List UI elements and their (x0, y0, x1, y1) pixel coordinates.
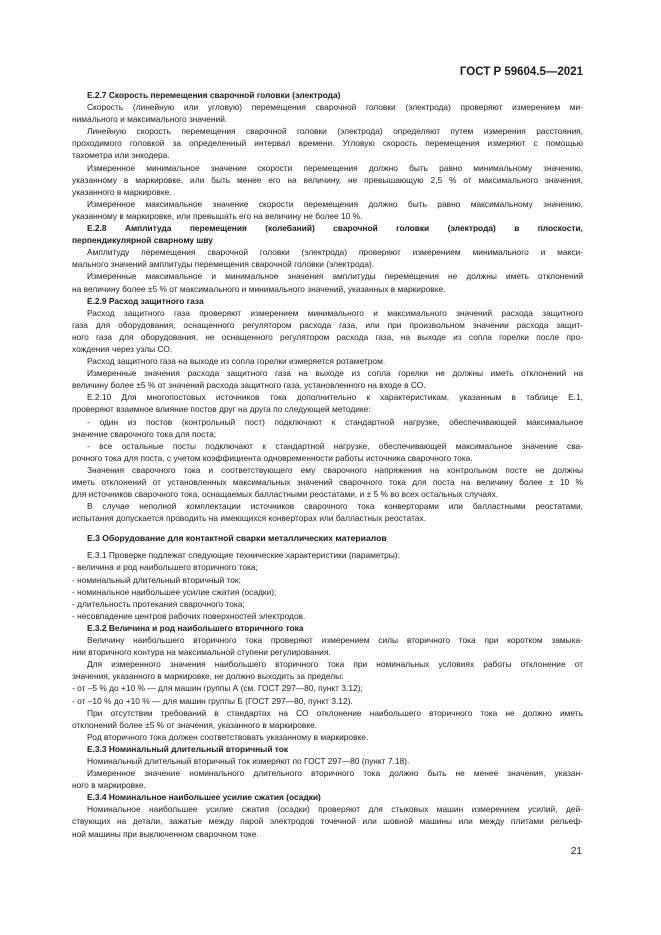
text-line: Скорость (линейную или угловую) перемещения сварочной головки (электрода) проверяют измерением ми- (87, 102, 583, 113)
text-line: - номинальный длительный вторичный ток; (72, 574, 241, 585)
text-line: указанному в маркировке, или быть менее его на величину, не превышающую 2,5 % от максимального значения, (72, 174, 583, 185)
text-line: проверяют взаимное влияние постов друг на друга по следующей методике: (72, 404, 371, 415)
text-line: - от –5 % до +10 % — для машин группы А (см. ГОСТ 297—80, пункт 3.12); (72, 683, 363, 694)
document-code: ГОСТ Р 59604.5—2021 (459, 66, 583, 78)
text-line: Линейную скорость перемещения сварочной головки (электрода) определяют путем измерения расстояния, (87, 126, 583, 137)
text-line: Измеренные максимальное и минимальное значения амплитуды перемещения не должны иметь отклонений (87, 271, 583, 282)
text-line: Номинальное наибольшее усилие сжатия (осадки) проверяют для стыковых машин измерением усилий, дей- (87, 804, 583, 815)
text-line: - длительность протекания сварочного тока; (72, 598, 245, 609)
text-line: для источников сварочного тока, оснащаемых балластными реостатами, и ± 5 % во всех остальных случаях. (72, 489, 499, 500)
text-line: - один из постов (контрольный пост) подключают к стандартной нагрузке, обеспечивающей максимальное (87, 416, 583, 427)
text-line: Для измеренного значения наибольшего вторичного тока при номинальных условиях работы отклонение от (87, 659, 583, 670)
text-line: Измеренное минимальное значение скорости перемещения должно быть равно минимальному значению, (87, 162, 583, 173)
section-heading-line: Е.2.7 Скорость перемещения сварочной головки (электрода) (87, 90, 341, 100)
text-line: В случае неполной комплектации источников сварочного тока конверторами или балластными реостатами, (87, 501, 583, 512)
text-line: Амплитуду перемещения сварочной головки (электрода) проверяют измерением минимального и макси- (87, 247, 583, 258)
text-line: указанному в маркировке, или превышать его на величину не более 10 %. (72, 210, 363, 221)
text-line: Измеренное максимальное значение скорости перемещения должно быть равно максимальному значению, (87, 198, 583, 209)
text-line: величину более ±5 % от значений расхода защитного газа, установленного на входе в СО. (72, 380, 426, 391)
section-heading-line: Е.3.2 Величина и род наибольшего вторичного тока (87, 622, 304, 633)
section-heading-line: Е.3 Оборудование для контактной сварки металлических материалов (87, 533, 387, 544)
section-heading-line: Е.3.3 Номинальный длительный вторичный ток (87, 743, 289, 754)
text-line: ствующих на детали, зажатые между парой электродов точечной или шовной машины или между плитами рельеф- (72, 816, 583, 827)
text-line: Номинальный длительный вторичный ток измеряют по ГОСТ 297—80 (пункт 7.18). (87, 755, 410, 766)
text-line: Величину наибольшего вторичного тока проверяют измерением силы вторичного тока при коротком замыка- (87, 635, 583, 646)
text-line: - от –10 % до +10 % — для машин группы Б (ГОСТ 297—80, пункт 3.12). (72, 695, 353, 706)
text-line: - номинальное наибольшее усилие сжатия (осадки); (72, 586, 277, 597)
text-line: - все остальные посты подключают к стандартной нагрузке, обеспечивающей максимальное значение сва- (87, 440, 583, 451)
text-line: Род вторичного тока должен соответствовать указанному в маркировке. (87, 731, 369, 742)
text-line: Е.2.10 Для многопостовых источников тока дополнительно к характеристикам, указанным в таблице Е.1, (87, 392, 583, 403)
text-line: значение сварочного тока для поста; (72, 428, 217, 439)
text-line: газа для оборудования, оснащенного регулятором расхода газа, или при произвольном значении расхода защит- (72, 319, 583, 330)
text-line: хождения через узлы СО. (72, 343, 173, 354)
section-heading-line: Е.2.9 Расход защитного газа (87, 295, 204, 306)
text-line: мального значений амплитуды перемещения сварочной головки (электрода). (72, 259, 375, 270)
text-line: Измеренное значение номинального длительного вторичного тока должно быть не менее значения, указан- (87, 768, 583, 779)
text-line: нии вторичного контура на максимальной ступени регулирования. (72, 647, 331, 658)
text-line: Значения сварочного тока и соответствующего ему сварочного напряжения на контрольном посте не должны (87, 464, 583, 475)
section-heading-line: перпендикулярной сварному шву (72, 235, 213, 246)
section-heading-line: Е.3.4 Номинальное наибольшее усилие сжатия (осадки) (87, 792, 321, 803)
text-line: значения, указанного в маркировке, не должно выходить за пределы: (72, 671, 344, 682)
section-heading-line: Е.2.8 Амплитуда перемещения (колебаний) сварочной головки (электрода) в плоскости, (87, 223, 583, 234)
page-number: 21 (570, 846, 582, 857)
text-line: Измеренные значения расхода защитного газа на выходе из сопла горелки не должны иметь отклонений на (87, 368, 583, 379)
text-line: нимального и максимального значений. (72, 114, 228, 125)
text-line: Расход защитного газа на выходе из сопла горелки измеряется ротаметром. (87, 356, 386, 367)
text-line: испытания допускается проводить на имеющихся конверторах или балластных реостатах. (72, 513, 426, 524)
text-line: ного газа для оборудования, не оснащенного регулятором расхода газа, на выходе из сопла горелки после про- (72, 331, 583, 342)
text-line: тахометра или энкодера. (72, 150, 170, 161)
text-line: Е.3.1 Проверке подлежат следующие технические характеристики (параметры): (87, 550, 400, 561)
text-line: указанного в маркировке. (72, 186, 172, 197)
text-line: ной машины при выключенном сварочном токе. (72, 828, 259, 839)
text-line: Расход защитного газа проверяют измерением минимального и максимального значений расхода защитного (87, 307, 583, 318)
text-line: на величину более ±5 % от максимального и минимального значений, указанных в маркировке. (72, 283, 446, 294)
text-line: - несовпадение центров рабочих поверхностей электродов. (72, 610, 306, 621)
text-line: иметь отклонений от установленных максимальных значений сварочного тока для поста на величину более ± 10 % (72, 477, 583, 487)
text-line: проходимого головкой за определенный интервал времени. Угловую скорость перемещения измеряют с помощью (72, 138, 583, 149)
text-line: рочного тока для поста, с учетом коэффициента одновременности работы источника сварочного тока. (72, 452, 473, 463)
text-line: ного в маркировке. (72, 780, 146, 791)
page-body (72, 89, 583, 840)
text-line: При отсутствии требований в стандартах на СО отклонение наибольшего вторичного тока не должно иметь (87, 707, 583, 718)
text-line: отклонений более ±5 % от значения, указанного в маркировке. (72, 719, 318, 730)
text-line: - величина и род наибольшего вторичного тока; (72, 562, 258, 573)
